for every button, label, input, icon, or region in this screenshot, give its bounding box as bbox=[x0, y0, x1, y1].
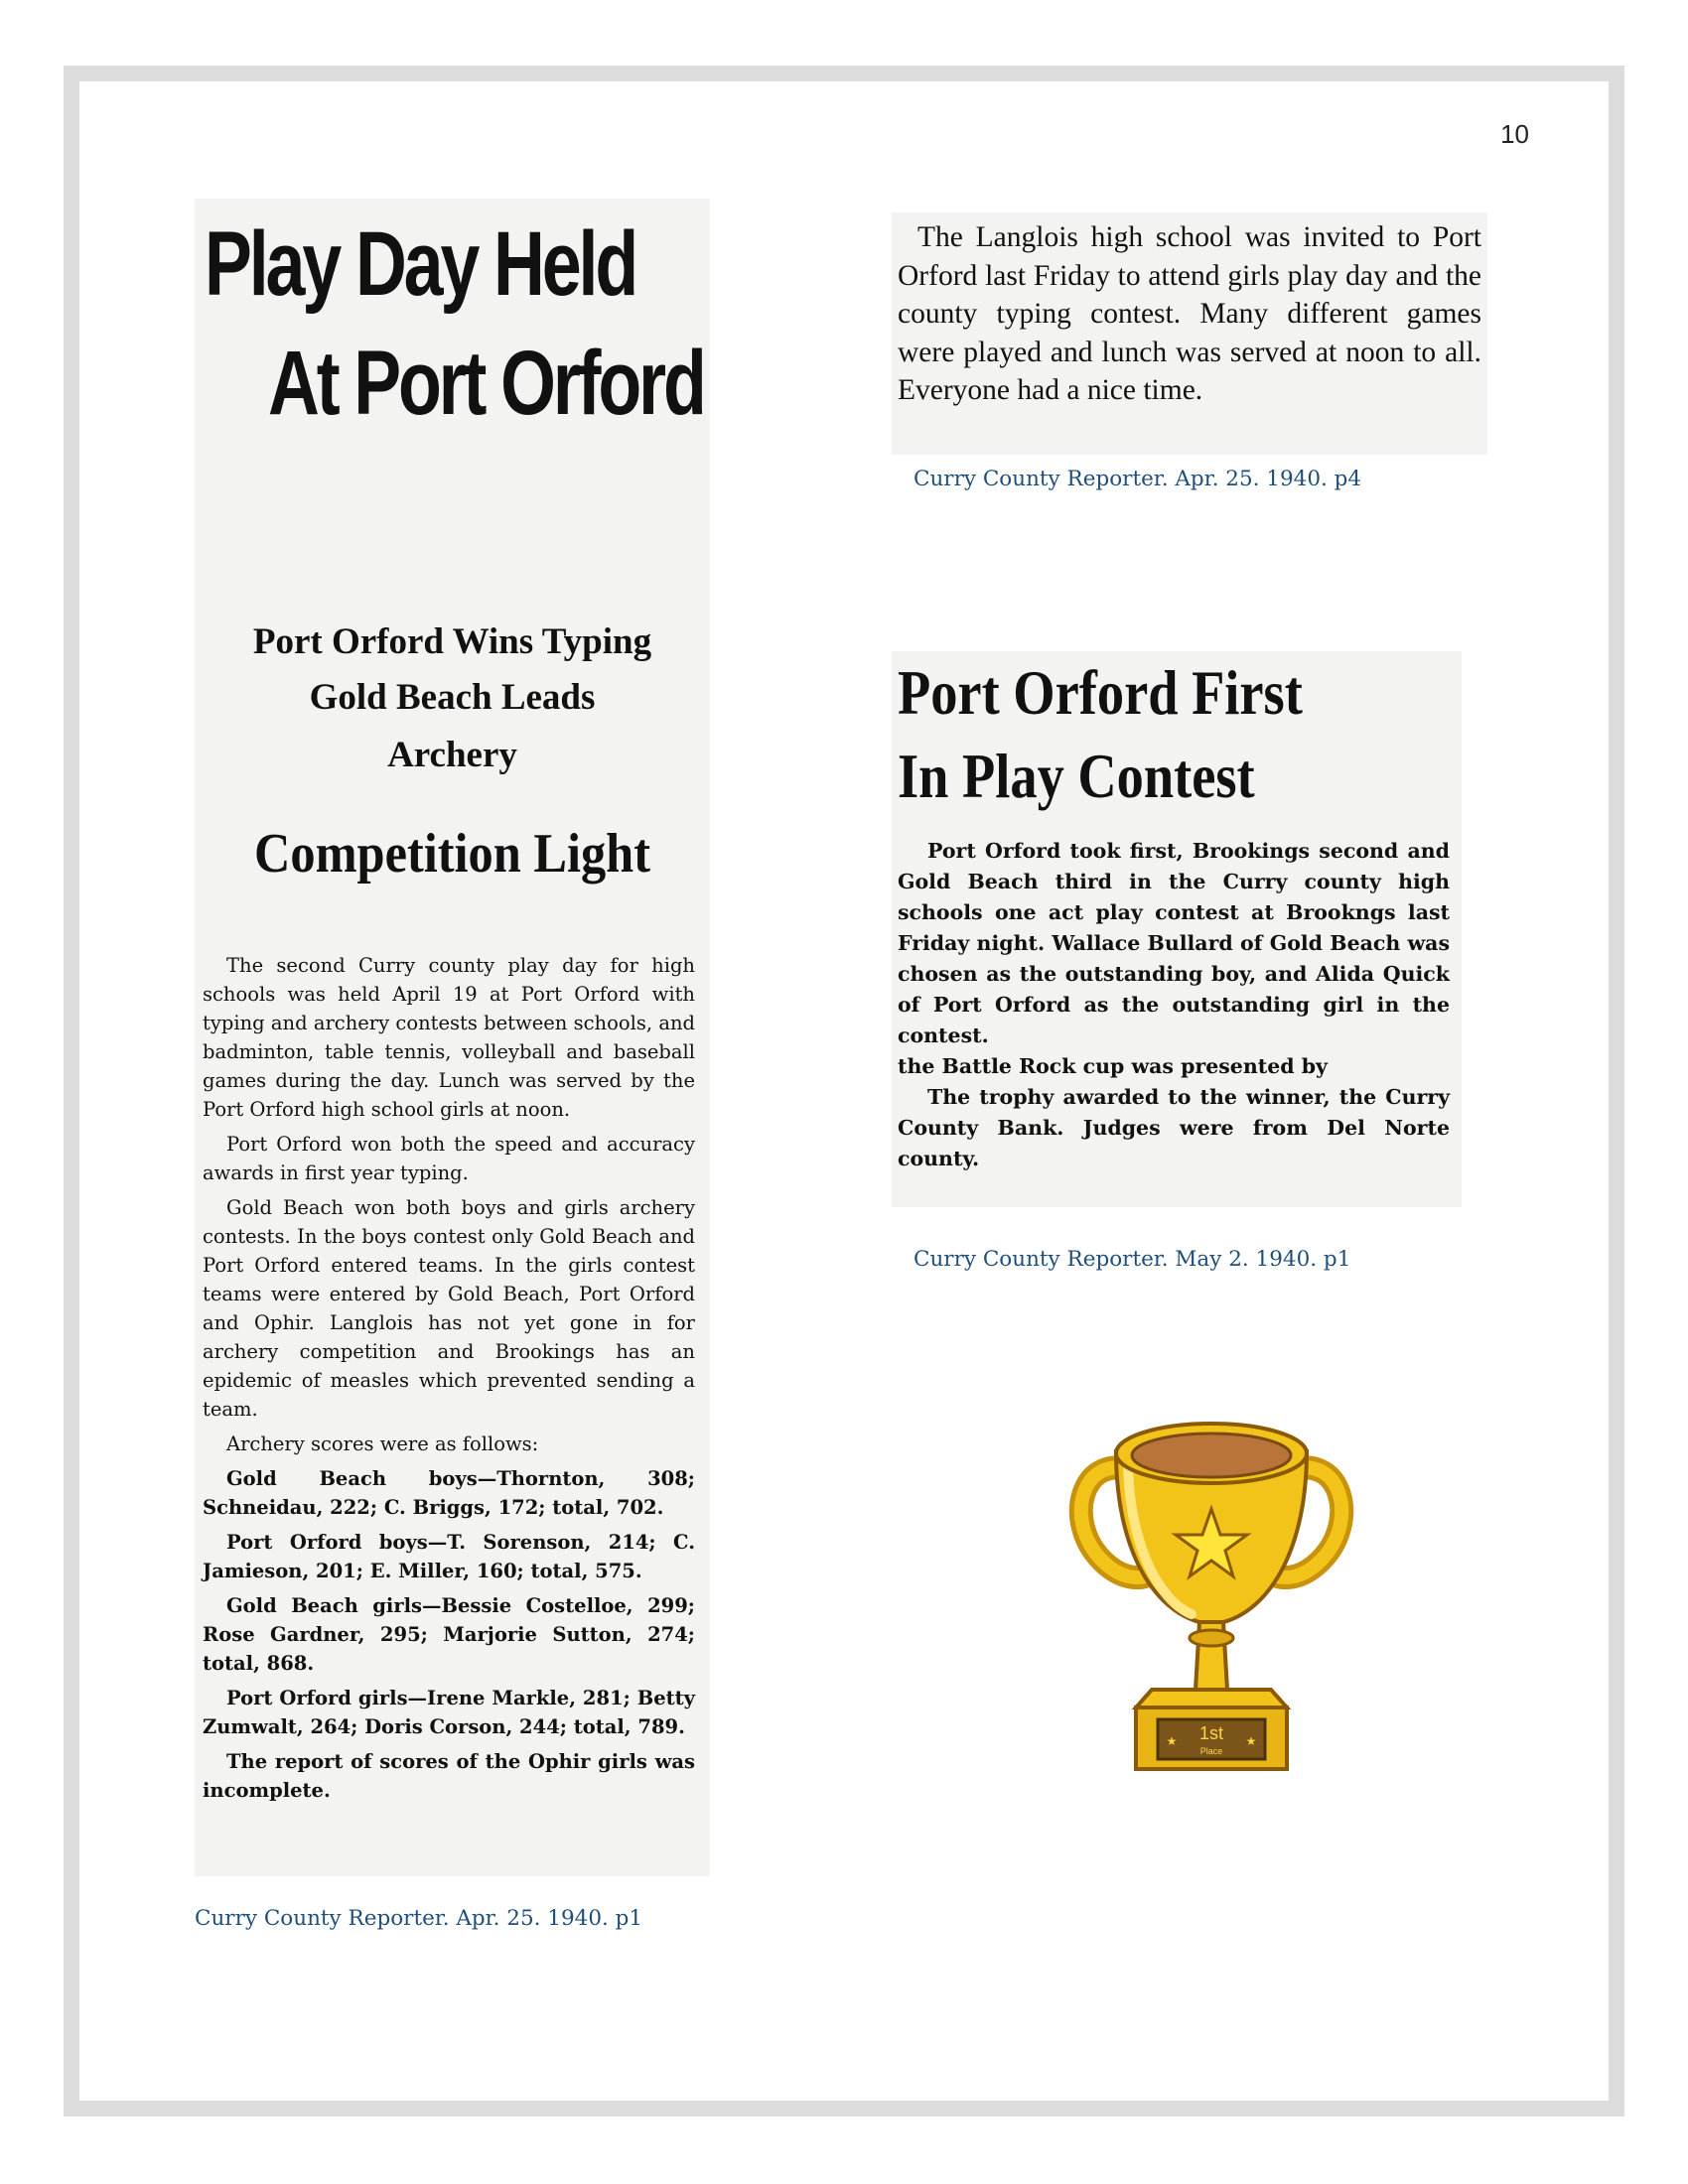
subhead-competition: Competition Light bbox=[253, 823, 651, 885]
page bbox=[79, 81, 1609, 2101]
headline-line-2: At Port Orford bbox=[268, 333, 704, 434]
score-paragraph: Gold Beach girls—Bessie Costelloe, 299; Rose Gardner, 295; Marjorie Sutton, 274; total, 868. bbox=[203, 1594, 695, 1675]
plaque-star-icon: ★ bbox=[1166, 1734, 1178, 1748]
clipping-play-day bbox=[195, 199, 710, 1876]
clipping-play-contest bbox=[892, 651, 1462, 1207]
plaque-star-icon: ★ bbox=[1245, 1734, 1257, 1748]
clipping-langlois bbox=[892, 212, 1487, 455]
subhead-line-1: Port Orford Wins Typing bbox=[252, 621, 652, 662]
score-paragraph: Port Orford girls—Irene Markle, 281; Betty Zumwalt, 264; Doris Corson, 244; total, 789. bbox=[203, 1687, 695, 1738]
headline-line-1: Port Orford First bbox=[898, 657, 1303, 728]
article-body bbox=[203, 951, 695, 1811]
article-body bbox=[898, 836, 1450, 1174]
trophy-icon bbox=[1062, 1412, 1360, 1779]
headline-line-1: Play Day Held bbox=[205, 213, 636, 315]
article-paragraph: The report of scores of the Ophir girls was incomplete. bbox=[203, 1750, 695, 1802]
article-paragraph: The second Curry county play day for high schools was held April 19 at Port Orford with typing and archery contests between schools, and badminton, table tennis, volleyball and baseball games during the day. Lunch was served by the Port Orford high school girls at noon. bbox=[203, 954, 695, 1121]
page-number: 10 bbox=[1500, 119, 1529, 149]
subhead-line-3: Archery bbox=[387, 735, 517, 775]
trophy-plaque-subtext: Place bbox=[1199, 1746, 1223, 1756]
article-paragraph: Archery scores were as follows: bbox=[226, 1433, 539, 1455]
caption-right-top: Curry County Reporter. Apr. 25. 1940. p4 bbox=[914, 467, 1362, 491]
caption-right-middle: Curry County Reporter. May 2. 1940. p1 bbox=[914, 1247, 1351, 1272]
article-paragraph: Port Orford took first, Brookings second and Gold Beach third in the Curry county high schools one act play contest at Brookngs last Friday night. Wallace Bullard of Gold Beach was chosen as the outstanding boy, and Alida Quick of Port Orford as the outstanding girl in the contest. bbox=[898, 839, 1450, 1047]
article-paragraph: Gold Beach won both boys and girls archery contests. In the boys contest only Gold Beach and Port Orford entered teams. In the girls contest teams were entered by Gold Beach, Port Orford and Ophir. Langlois has not yet gone in for archery competition and Brookings has an epidemic of measles which prevented sending a team. bbox=[203, 1196, 695, 1421]
caption-left: Curry County Reporter. Apr. 25. 1940. p1 bbox=[195, 1906, 643, 1931]
article-paragraph: The trophy awarded to the winner, the Curry County Bank. Judges were from Del Norte county. bbox=[898, 1085, 1450, 1170]
trophy-plaque-text: 1st bbox=[1198, 1723, 1224, 1743]
article-paragraph: Port Orford won both the speed and accuracy awards in first year typing. bbox=[203, 1133, 695, 1184]
article-paragraph: the Battle Rock cup was presented by bbox=[898, 1054, 1328, 1078]
headline-line-2: In Play Contest bbox=[898, 741, 1255, 811]
page-frame bbox=[64, 66, 1624, 2116]
article-body bbox=[898, 218, 1481, 410]
article-paragraph: The Langlois high school was invited to Port Orford last Friday to attend girls play day and the county typing contest. Many different games were played and lunch was served at noon to all. Everyone had a nice time. bbox=[898, 221, 1481, 406]
score-paragraph: Port Orford boys—T. Sorenson, 214; C. Jamieson, 201; E. Miller, 160; total, 575. bbox=[203, 1531, 695, 1582]
score-paragraph: Gold Beach boys—Thornton, 308; Schneidau, 222; C. Briggs, 172; total, 702. bbox=[203, 1467, 695, 1519]
subhead-line-2: Gold Beach Leads bbox=[309, 677, 596, 718]
